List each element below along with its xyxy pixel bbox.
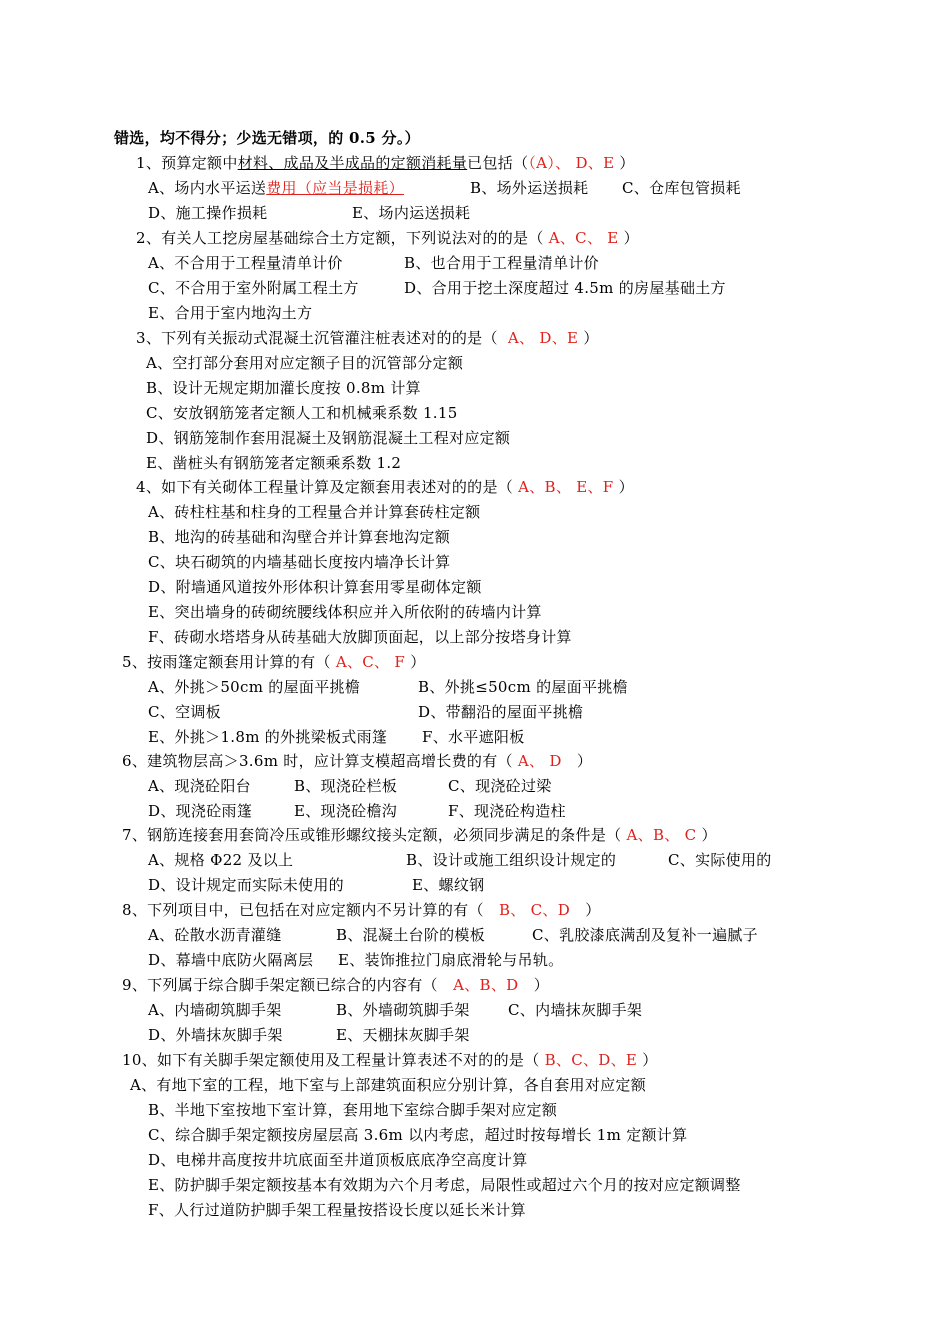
answer-key: A、B、 C [626,826,697,844]
question-9-stem: 9、下列属于综合脚手架定额已综合的内容有（ A、B、D ） [122,976,549,994]
q3-option-c: C、安放钢筋笼者定额人工和机械乘系数 1.15 [146,404,458,422]
answer-key: A、B、D [453,976,519,994]
q10-option-f: F、人行过道防护脚手架工程量按搭设长度以延长米计算 [148,1201,526,1219]
q8-option-b: B、混凝土台阶的模板 [336,926,486,944]
q5-option-e: E、外挑＞1.8m 的外挑梁板式雨篷 [148,728,388,746]
q9-option-b: B、外墙砌筑脚手架 [336,1001,470,1019]
correction-note: 费用（应当是损耗） [266,179,404,197]
q8-option-d: D、幕墙中底防火隔离层 [148,951,314,969]
question-10-stem: 10、如下有关脚手架定额使用及工程量计算表述不对的的是（ B、C、D、E ） [122,1051,658,1069]
q7-option-c: C、实际使用的 [668,851,772,869]
question-7-stem: 7、钢筋连接套用套筒冷压或锥形螺纹接头定额，必须同步满足的条件是（ A、B、 C ） [122,826,717,844]
q3-option-e: E、凿桩头有钢筋笼者定额乘系数 1.2 [146,454,402,472]
q10-option-a: A、有地下室的工程，地下室与上部建筑面积应分别计算，各自套用对应定额 [130,1076,647,1094]
q10-option-e: E、防护脚手架定额按基本有效期为六个月考虑，局限性或超过六个月的按对应定额调整 [148,1176,741,1194]
q2-option-e: E、合用于室内地沟土方 [148,304,313,322]
q4-option-b: B、地沟的砖基础和沟壁合并计算套地沟定额 [148,528,451,546]
answer-key: A、C、 F [335,653,406,671]
q8-option-e: E、装饰推拉门扇底滑轮与吊轨。 [338,951,564,969]
q1-option-d: D、施工操作损耗 [148,204,268,222]
q4-option-d: D、附墙通风道按外形体积计算套用零星砌体定额 [148,578,482,596]
q4-option-c: C、块石砌筑的内墙基础长度按内墙净长计算 [148,553,451,571]
q6-option-b: B、现浇砼栏板 [294,777,398,795]
q9-option-a: A、内墙砌筑脚手架 [148,1001,282,1019]
q10-option-c: C、综合脚手架定额按房屋层高 3.6m 以内考虑，超过时按每增长 1m 定额计算 [148,1126,688,1144]
q9-option-d: D、外墙抹灰脚手架 [148,1026,283,1044]
q7-option-e: E、螺纹钢 [412,876,485,894]
q3-option-a: A、空打部分套用对应定额子目的沉管部分定额 [146,354,464,372]
q6-option-e: E、现浇砼檐沟 [294,802,398,820]
q5-option-d: D、带翻沿的屋面平挑檐 [418,703,584,721]
q5-option-c: C、空调板 [148,703,221,721]
q6-option-c: C、现浇砼过梁 [448,777,552,795]
q10-option-b: B、半地下室按地下室计算，套用地下室综合脚手架对应定额 [148,1101,558,1119]
q5-option-a: A、外挑＞50cm 的屋面平挑檐 [148,678,361,696]
question-5-stem: 5、按雨篷定额套用计算的有（ A、C、 F ） [122,653,426,671]
q6-option-a: A、现浇砼阳台 [148,777,251,795]
answer-key: A、C、 E [548,229,619,247]
question-8-stem: 8、下列项目中，已包括在对应定额内不另计算的有（ B、 C、D ） [122,901,601,919]
question-6-stem: 6、建筑物层高＞3.6m 时，应计算支模超高增长费的有（ A、 D ） [122,752,593,770]
question-3-stem: 3、下列有关振动式混凝土沉管灌注桩表述对的的是（ A、 D、E ） [136,329,599,347]
q5-option-b: B、外挑≤50cm 的屋面平挑檐 [418,678,628,696]
q8-option-a: A、砼散水沥青灌缝 [148,926,282,944]
q7-option-a: A、规格 Φ22 及以上 [148,851,294,869]
q2-option-a: A、不合用于工程量清单计价 [148,254,343,272]
q4-option-a: A、砖柱柱基和柱身的工程量合并计算套砖柱定额 [148,503,481,521]
q10-option-d: D、电梯井高度按井坑底面至井道顶板底底净空高度计算 [148,1151,528,1169]
q2-option-b: B、也合用于工程量清单计价 [404,254,599,272]
question-4-stem: 4、如下有关砌体工程量计算及定额套用表述对的的是（ A、B、 E、F ） [136,478,634,496]
intro-note: 错选，均不得分；少选无错项，的 0.5 分。） [114,129,420,147]
q9-option-c: C、内墙抹灰脚手架 [508,1001,643,1019]
underlined-phrase: 材料、成品及半成品的定额消耗量 [237,154,468,172]
q1-option-e: E、场内运送损耗 [352,204,471,222]
q4-option-f: F、砖砌水塔塔身从砖基础大放脚顶面起，以上部分按塔身计算 [148,628,572,646]
q1-option-a: A、场内水平运送费用（应当是损耗） [148,179,404,197]
q1-option-c: C、仓库包管损耗 [622,179,741,197]
q3-option-d: D、钢筋笼制作套用混凝土及钢筋混凝土工程对应定额 [146,429,511,447]
q7-option-d: D、设计规定而实际未使用的 [148,876,344,894]
answer-key: B、 C、D [498,901,571,919]
q2-option-d: D、合用于挖土深度超过 4.5m 的房屋基础土方 [404,279,726,297]
question-2-stem: 2、有关人工挖房屋基础综合土方定额，下列说法对的的是（ A、C、 E ） [136,229,639,247]
q3-option-b: B、设计无规定期加灌长度按 0.8m 计算 [146,379,421,397]
q6-option-f: F、现浇砼构造柱 [448,802,566,820]
q9-option-e: E、天棚抹灰脚手架 [336,1026,470,1044]
answer-key: A、 D [517,752,562,770]
answer-key: （A）、 D、E [528,154,615,172]
q8-option-c: C、乳胶漆底满刮及复补一遍腻子 [532,926,758,944]
q5-option-f: F、水平遮阳板 [422,728,525,746]
q1-option-b: B、场外运送损耗 [470,179,589,197]
q2-option-c: C、不合用于室外附属工程土方 [148,279,359,297]
q4-option-e: E、突出墙身的砖砌统腰线体积应并入所依附的砖墙内计算 [148,603,542,621]
answer-key: A、 D、E [507,329,579,347]
answer-key: B、C、D、E [544,1051,638,1069]
q6-option-d: D、现浇砼雨篷 [148,802,253,820]
question-1-stem: 1、预算定额中材料、成品及半成品的定额消耗量已包括（（A）、 D、E ） [136,154,635,172]
answer-key: A、B、 E、F [518,478,614,496]
q7-option-b: B、设计或施工组织设计规定的 [406,851,617,869]
